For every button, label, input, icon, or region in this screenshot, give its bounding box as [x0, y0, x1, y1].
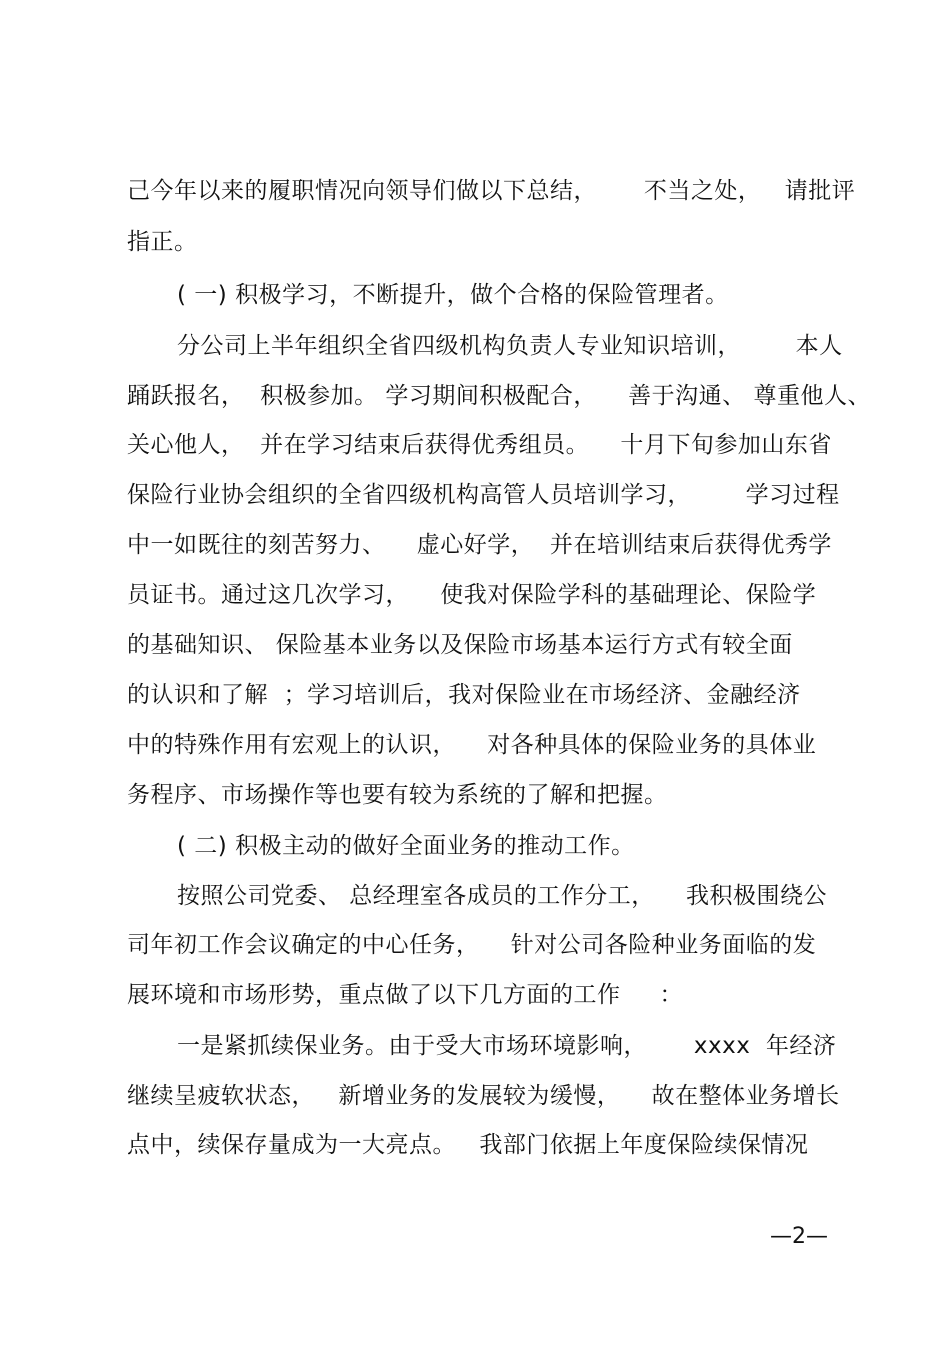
text-line-16: 司年初工作会议确定的中心任务， 针对公司各险种业务面临的发	[127, 932, 817, 958]
page-number: —2—	[770, 1224, 828, 1249]
text-line-12: 中的特殊作用有宏观上的认识， 对各种具体的保险业务的具体业	[127, 732, 817, 758]
section-heading-2: ( 二) 积极主动的做好全面业务的推动工作。	[177, 833, 635, 859]
text-line-4: 分公司上半年组织全省四级机构负责人专业知识培训， 本人	[177, 333, 843, 359]
text-line-17: 展环境和市场形势，重点做了以下几方面的工作 ：	[127, 982, 684, 1008]
text-line-8: 中一如既往的刻苦努力、 虚心好学， 并在培训结束后获得优秀学	[127, 532, 832, 558]
text-line-20: 点中，续保存量成为一大亮点。 我部门依据上年度保险续保情况	[127, 1132, 809, 1158]
text-line-5: 踊跃报名， 积极参加。 学习期间积极配合， 善于沟通、 尊重他人、	[127, 383, 871, 409]
text-line-10: 的基础知识、 保险基本业务以及保险市场基本运行方式有较全面	[127, 632, 793, 658]
text-line-6: 关心他人， 并在学习结束后获得优秀组员。 十月下旬参加山东省	[127, 432, 832, 458]
text-line-13: 务程序、市场操作等也要有较为系统的了解和把握。	[127, 782, 668, 808]
text-line-19: 继续呈疲软状态， 新增业务的发展较为缓慢， 故在整体业务增长	[127, 1083, 840, 1109]
text-line-9: 员证书。通过这几次学习， 使我对保险学科的基础理论、保险学	[127, 582, 817, 608]
text-line-11: 的认识和了解 ；学习培训后，我对保险业在市场经济、金融经济	[127, 682, 801, 708]
text-line-7: 保险行业协会组织的全省四级机构高管人员培训学习， 学习过程	[127, 482, 840, 508]
text-line-2: 指正。	[127, 229, 198, 255]
text-line-15: 按照公司党委、 总经理室各成员的工作分工， 我积极围绕公	[177, 883, 828, 909]
text-line-1: 己今年以来的履职情况向领导们做以下总结， 不当之处， 请批评	[127, 178, 856, 204]
section-heading-1: ( 一) 积极学习，不断提升，做个合格的保险管理者。	[177, 282, 729, 308]
text-line-18: 一是紧抓续保业务。由于受大市场环境影响， xxxx 年经济	[177, 1033, 837, 1059]
